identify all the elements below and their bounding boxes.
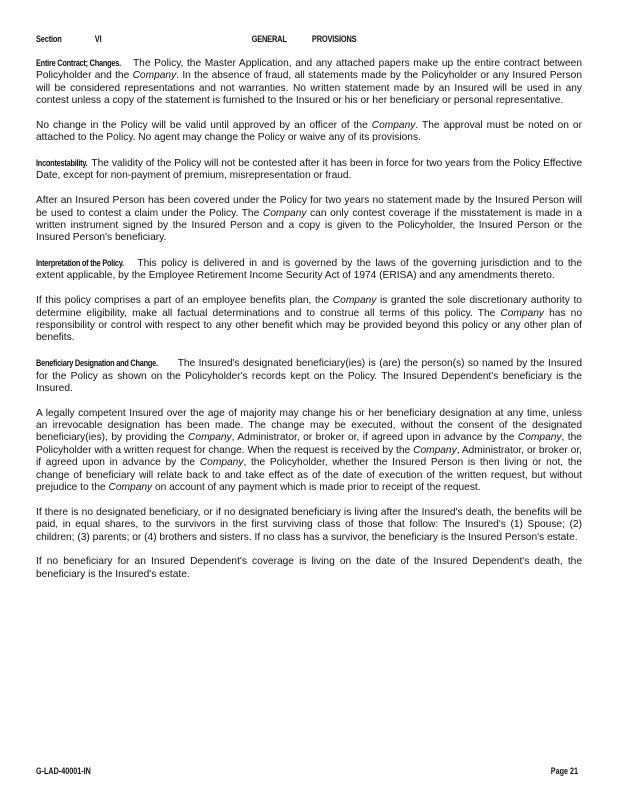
- company-term: Company: [108, 482, 153, 494]
- form-number: G-LAD-40001-IN: [36, 766, 91, 776]
- paragraph-text: A legally competent Insured over the age of majority may change his or her beneficiary designation at any time, unless an irrevocable designation has been made. The change may be executed, without the consent of the designated beneficiary(ies), by providing the: [36, 407, 582, 444]
- section-title: GENERAL PROVISIONS: [251, 34, 357, 45]
- paragraph-heading: Interpretation of the Policy.: [36, 258, 124, 269]
- paragraph-text: can only contest coverage if the misstatement is made in a written instrument signed by the Insured Person and a copy is given to the Policyholder, the Insured Person or the Insured Person's beneficiary.: [36, 207, 582, 244]
- paragraph-contest-claim: [36, 195, 582, 245]
- document-body: [36, 57, 582, 593]
- paragraph-text: The Policy, the Master Application, and any attached papers make up the entire contract between Policyholder and the: [36, 58, 582, 82]
- paragraph-dependent-beneficiary: [36, 556, 582, 581]
- paragraph-text: on account of any payment which is made prior to receipt of the request.: [154, 482, 481, 494]
- paragraph-text: . The approval must be noted on or attached to the Policy. No agent may change the Policy or waive any of its provisions.: [36, 119, 582, 144]
- paragraph-text: The validity of the Policy will not be contested after it has been in force for two years from the Policy Effective Date, except for non-payment of premium, misrepresentation or fraud.: [36, 158, 582, 182]
- paragraph-text: The Insured's designated beneficiary(ies) is (are) the person(s) so named by the Insured for the Policy as shown on the Policyholder's records kept on the Policy. The Insured Dependent's beneficiary is the Insured.: [36, 358, 583, 394]
- paragraph-heading: Entire Contract; Changes.: [36, 58, 121, 68]
- paragraph-beneficiary-designation: [36, 357, 582, 395]
- company-term: Company: [199, 457, 244, 469]
- paragraph-beneficiary-change: [36, 408, 582, 495]
- section-header: [36, 34, 462, 45]
- company-term: Company: [188, 432, 232, 444]
- paragraph-text: has no responsibility or control with respect to any other benefit which may be provided beyond this policy or any other plan of benefits.: [36, 307, 582, 344]
- paragraph-change-approval: [36, 120, 582, 145]
- paragraph-text: , Administrator, or broker or, if agreed upon in advance by the: [36, 444, 582, 469]
- section-number: VI: [94, 34, 102, 45]
- page-number: Page 21: [550, 766, 578, 776]
- paragraph-entire-contract: [36, 57, 582, 108]
- paragraph-text: After an Insured Person has been covered under the Policy for two years no statement made by the Insured Person will be used to contest a claim under the Policy. The: [36, 195, 582, 219]
- company-term: Company: [500, 307, 545, 319]
- paragraph-text: . In the absence of fraud, all statements made by the Policyholder or any Insured Person will be considered representations and not warranties. No written statement made by an Insured will be used in any contest unless a copy of the statement is furnished to the Insured or his or her beneficiary or personal representative.: [36, 70, 582, 107]
- paragraph-text: This policy is delivered in and is governed by the laws of the governing jurisdiction and to the extent applicable, by the Employee Retirement Income Security Act of 1974 (ERISA) and any amendments thereto.: [36, 258, 582, 282]
- company-term: Company: [413, 444, 457, 456]
- company-term: Company: [371, 119, 416, 131]
- company-term: Company: [262, 207, 307, 219]
- paragraph-heading: Incontestability.: [36, 158, 88, 169]
- paragraph-text: No change in the Policy will be valid until approved by an officer of the: [36, 119, 368, 131]
- paragraph-text: If this policy comprises a part of an employee benefits plan, the: [36, 295, 330, 307]
- company-term: Company: [332, 295, 377, 307]
- paragraph-no-beneficiary: [36, 507, 582, 544]
- paragraph-text: , the Policyholder, whether the Insured Person is then living or not, the change of beneficiary will relate back to and take effect as of the date of execution of the written request, but without prejudice to the: [36, 457, 582, 494]
- company-term: Company: [517, 432, 562, 444]
- paragraph-discretionary-authority: [36, 295, 582, 345]
- paragraph-incontestability: [36, 157, 582, 183]
- paragraph-text: , Administrator, or broker or, if agreed upon in advance by the: [231, 432, 515, 444]
- paragraph-interpretation: [36, 257, 582, 283]
- paragraph-text: is granted the sole discretionary authority to determine eligibility, make all factual determinations and to construe all terms of this policy. The: [36, 295, 582, 319]
- paragraph-text: If no beneficiary for an Insured Dependent's coverage is living on the date of the Insured Dependent's death, the beneficiary is the Insured's estate.: [36, 556, 582, 580]
- section-label: Section: [36, 34, 62, 45]
- company-term: Company: [132, 70, 177, 82]
- paragraph-heading: Beneficiary Designation and Change.: [36, 358, 158, 369]
- paragraph-text: , the Policyholder with a written request for change. When the request is received by the: [36, 432, 582, 456]
- paragraph-text: If there is no designated beneficiary, or if no designated beneficiary is living after the Insured's death, the benefits will be paid, in equal shares, to the survivors in the first surviving class of those that follow: The Insured's (1) Spouse; (2) children; (3) parents; or (4) brothers and sisters. If no class has a survivor, the beneficiary is the Insured Person's estate.: [36, 506, 582, 543]
